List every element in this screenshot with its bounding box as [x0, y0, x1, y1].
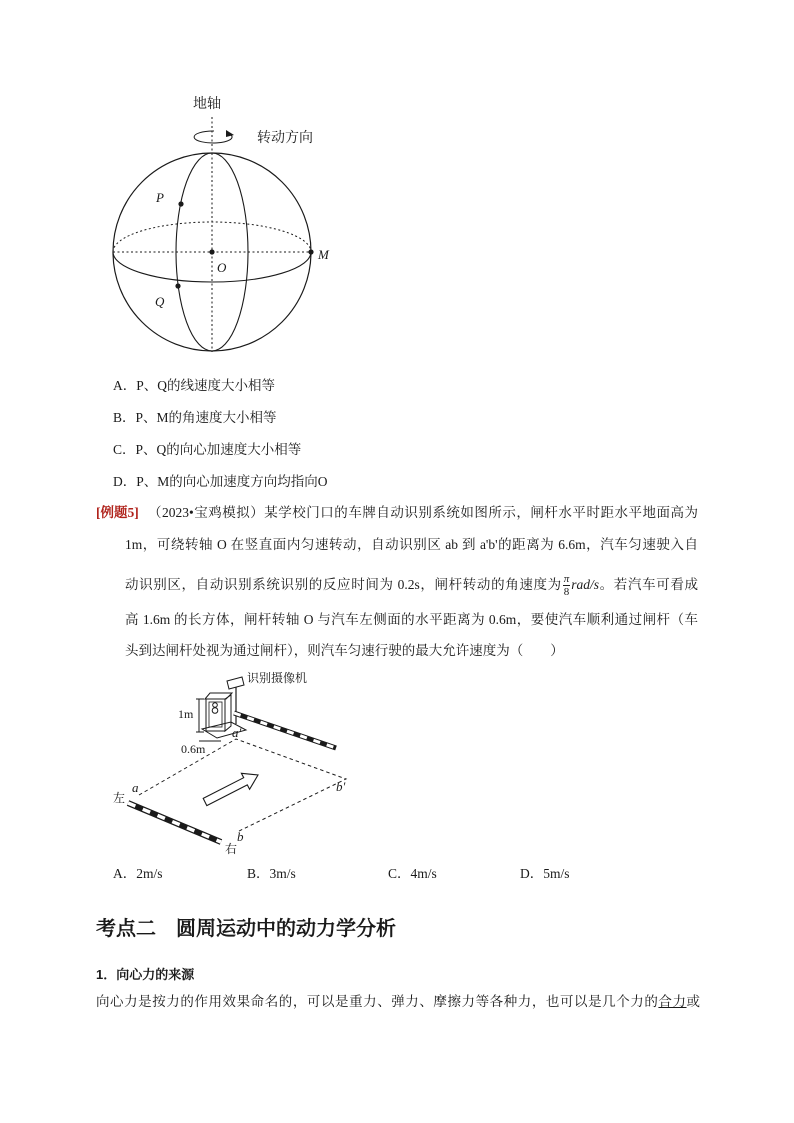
point-q-label: Q [155, 294, 165, 309]
point-b-label: b [237, 829, 244, 844]
left-label: 左 [113, 791, 126, 805]
example-line-5: 头到达闸杆处视为通过闸杆），则汽车匀速行驶的最大允许速度为（ ） [125, 643, 564, 658]
section-paragraph [96, 992, 700, 1012]
point-m-label: M [318, 247, 329, 262]
paragraph-tail: 或 [686, 994, 701, 1009]
earth-axis-label: 地轴 [193, 97, 221, 112]
height-label: 1m [178, 707, 194, 721]
point-a-prime-label: a′ [232, 725, 242, 740]
omega-numerator: π [563, 573, 570, 586]
offset-label: 0.6m [181, 742, 206, 756]
point-q-dot [175, 283, 180, 288]
camera-label: 识别摄像机 [247, 671, 308, 685]
gate-machine-top [205, 693, 232, 699]
gate-figure [105, 665, 365, 860]
section-heading: 考点二 圆周运动中的动力学分析 [96, 918, 396, 940]
point-o-label: O [217, 260, 227, 275]
point-o-dot [209, 249, 214, 254]
line-3-after: 。若汽车可看成 [599, 577, 698, 592]
example-line-3 [125, 570, 698, 600]
gate-machine-knob-top [213, 703, 218, 708]
omega-fraction [563, 573, 571, 598]
example-line-4: 高 1.6m 的长方体，闸杆转轴 O 与汽车左侧面的水平距离为 0.6m，要使汽车顺利通过闸杆（车 [125, 612, 698, 627]
gate-machine-side [225, 695, 231, 731]
section-subheading: 1．向心力的来源 [96, 967, 195, 982]
gate-machine-knob-bottom [212, 708, 218, 714]
gate-machine-panel [209, 702, 222, 727]
right-label: 右 [225, 842, 238, 856]
driving-direction-arrow-icon [203, 773, 258, 805]
point-m-dot [308, 249, 313, 254]
prev-option-d: D．P、M的向心加速度方向均指向O [113, 474, 328, 489]
line-3-before: 动识别区，自动识别系统识别的反应时间为 0.2s，闸杆转动的角速度为 [125, 577, 562, 592]
example-option-d: D．5m/s [520, 866, 570, 881]
prev-option-a: A．P、Q的线速度大小相等 [113, 378, 276, 393]
omega-denominator: 8 [563, 586, 570, 599]
prev-option-b: B．P、M的角速度大小相等 [113, 410, 277, 425]
point-p-label: P [156, 190, 164, 205]
paragraph-text: 向心力是按力的作用效果命名的，可以是重力、弹力、摩擦力等各种力，也可以是几个力的 [96, 994, 659, 1009]
omega-unit: rad/s [571, 577, 600, 592]
prev-option-c: C．P、Q的向心加速度大小相等 [113, 442, 302, 457]
example-line-1: （2023•宝鸡模拟）某学校门口的车牌自动识别系统如图所示，闸杆水平时距水平地面高为 [148, 505, 698, 520]
rotation-arrowhead-icon [226, 130, 234, 137]
example-tag: [例题5] [96, 505, 139, 520]
example-option-c: C．4m/s [388, 866, 437, 881]
example-option-b: B．3m/s [247, 866, 296, 881]
point-a-label: a [132, 780, 139, 795]
rotation-direction-label: 转动方向 [257, 131, 313, 146]
earth-rotation-figure [100, 88, 340, 360]
point-b-prime-label: b′ [336, 779, 346, 794]
point-p-dot [178, 201, 183, 206]
example-line-2: 1m，可绕转轴 O 在竖直面内匀速转动，自动识别区 ab 到 a'b'的距离为 6.6m，汽车匀速驶入自 [125, 537, 698, 552]
example-option-a: A．2m/s [113, 866, 163, 881]
paragraph-underlined-term: 合力 [658, 994, 687, 1009]
